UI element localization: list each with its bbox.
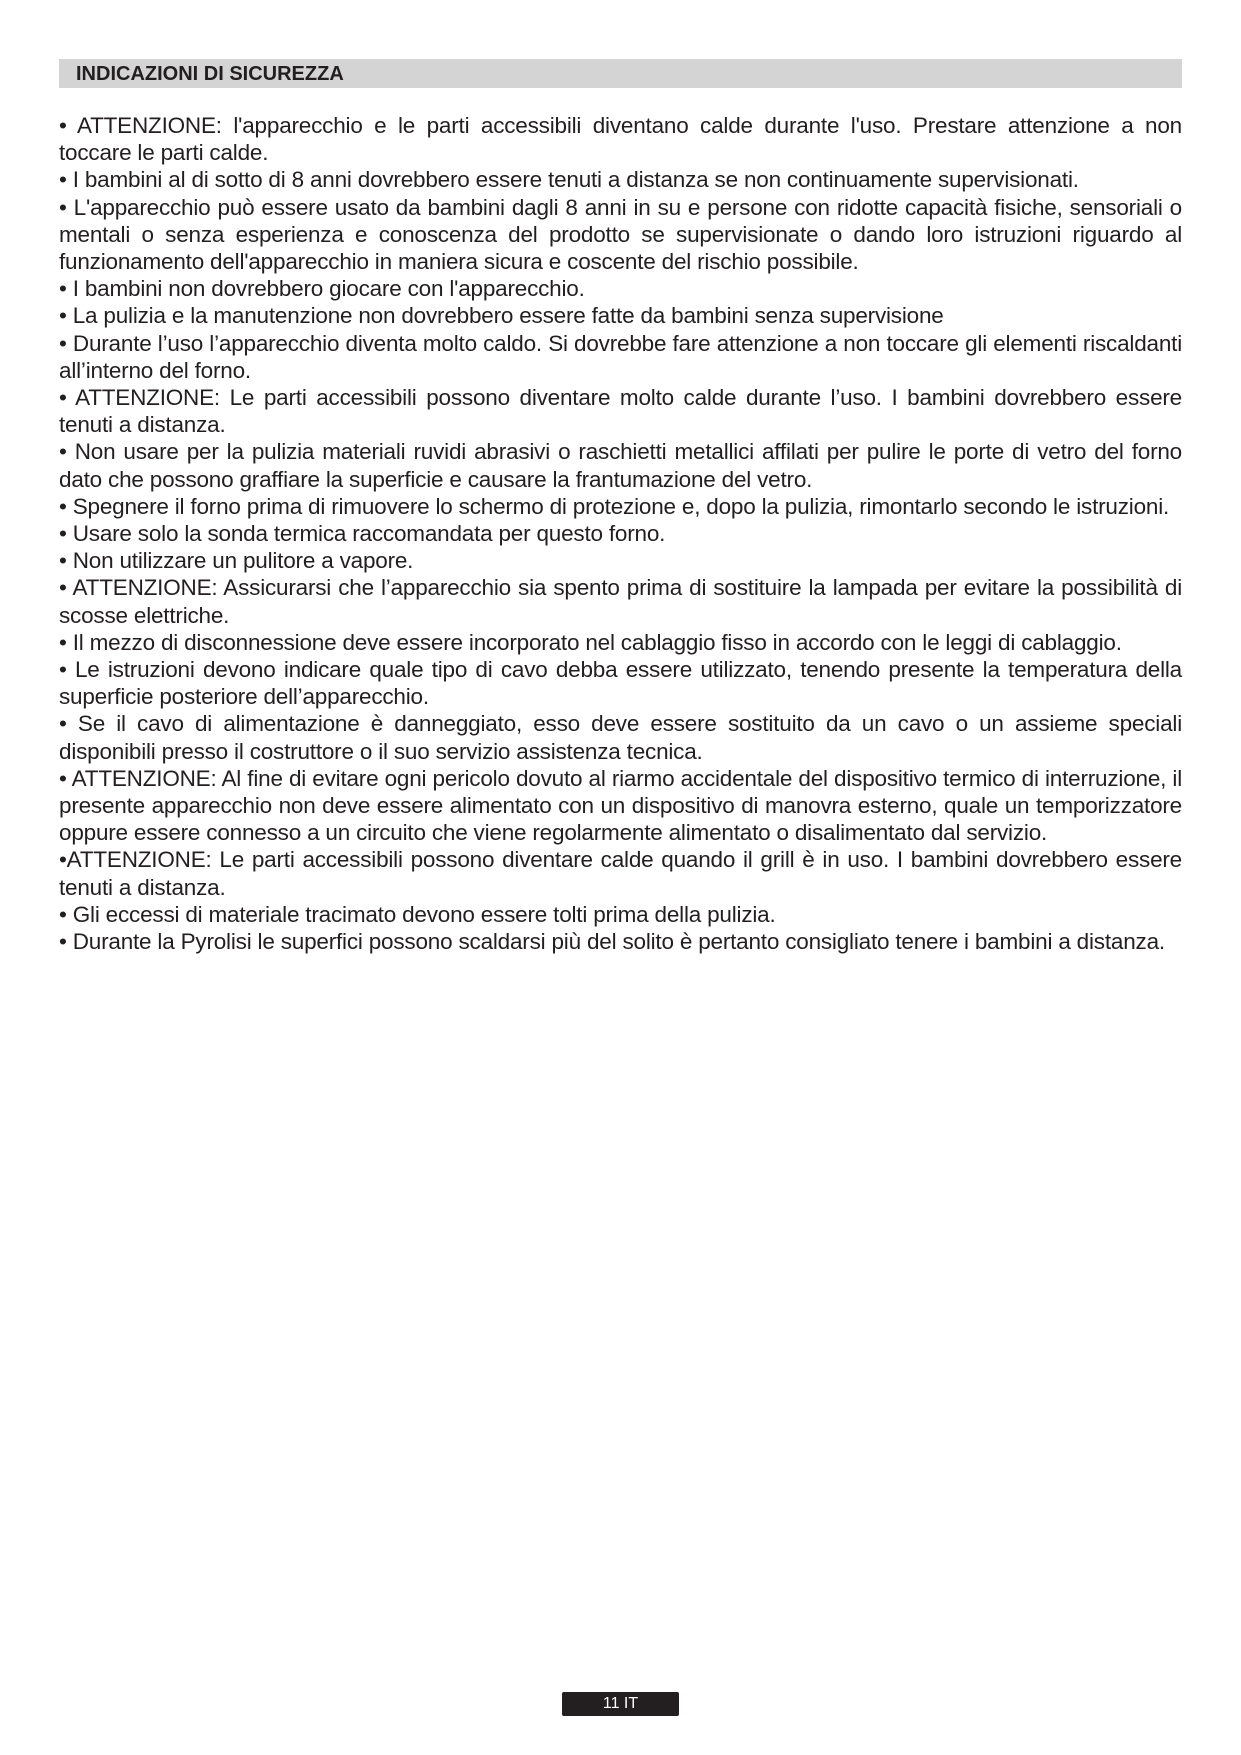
list-item: • I bambini non dovrebbero giocare con l'apparecchio.	[59, 276, 585, 302]
list-item: • Non utilizzare un pulitore a vapore.	[59, 548, 414, 574]
list-item: • Se il cavo di alimentazione è danneggiato, esso deve essere sostituito da un cavo o un assieme speciali disponibili presso il costruttore o il suo servizio assistenza tecnica.	[59, 711, 1182, 764]
list-item: • Gli eccessi di materiale tracimato devono essere tolti prima della pulizia.	[59, 901, 776, 927]
safety-instructions-list	[59, 112, 1182, 955]
page-number-badge: 11 IT	[562, 1692, 679, 1716]
list-item: •ATTENZIONE: Le parti accessibili possono diventare calde quando il grill è in uso. I bambini dovrebbero essere tenuti a distanza.	[59, 847, 1182, 900]
list-item: • Durante l’uso l’apparecchio diventa molto caldo. Si dovrebbe fare attenzione a non toccare gli elementi riscaldanti all’interno del forno.	[59, 330, 1182, 383]
list-item: • ATTENZIONE: l'apparecchio e le parti accessibili diventano calde durante l'uso. Prestare attenzione a non toccare le parti calde.	[59, 113, 1182, 166]
list-item: • ATTENZIONE: Le parti accessibili possono diventare molto calde durante l’uso. I bambini dovrebbero essere tenuti a distanza.	[59, 385, 1182, 438]
list-item: • ATTENZIONE: Al fine di evitare ogni pericolo dovuto al riarmo accidentale del dispositivo termico di interruzione, il presente apparecchio non deve essere alimentato con un dispositivo di manovra esterno, quale un temporizzatore oppure essere connesso a un circuito che viene regolarmente alimentato o disalimentato dal servizio.	[59, 765, 1182, 846]
list-item: • Usare solo la sonda termica raccomandata per questo forno.	[59, 521, 666, 547]
list-item: • Non usare per la pulizia materiali ruvidi abrasivi o raschietti metallici affilati per pulire le porte di vetro del forno dato che possono graffiare la superficie e causare la frantumazione del vetro.	[59, 439, 1182, 492]
list-item: • Durante la Pyrolisi le superfici possono scaldarsi più del solito è pertanto consigliato tenere i bambini a distanza.	[59, 929, 1165, 955]
list-item: • L'apparecchio può essere usato da bambini dagli 8 anni in su e persone con ridotte capacità fisiche, sensoriali o mentali o senza esperienza e conoscenza del prodotto se supervisionate o dando loro istruzioni riguardo al funzionamento dell'apparecchio in maniera sicura e coscente del rischio possibile.	[59, 194, 1182, 275]
list-item: • I bambini al di sotto di 8 anni dovrebbero essere tenuti a distanza se non continuamente supervisionati.	[59, 167, 1079, 193]
list-item: • Le istruzioni devono indicare quale tipo di cavo debba essere utilizzato, tenendo presente la temperatura della superficie posteriore dell’apparecchio.	[59, 657, 1182, 710]
list-item: • ATTENZIONE: Assicurarsi che l’apparecchio sia spento prima di sostituire la lampada per evitare la possibilità di scosse elettriche.	[59, 575, 1182, 628]
list-item: • Il mezzo di disconnessione deve essere incorporato nel cablaggio fisso in accordo con le leggi di cablaggio.	[59, 629, 1122, 655]
list-item: • La pulizia e la manutenzione non dovrebbero essere fatte da bambini senza supervisione	[59, 303, 944, 329]
list-item: • Spegnere il forno prima di rimuovere lo schermo di protezione e, dopo la pulizia, rimontarlo secondo le istruzioni.	[59, 493, 1170, 519]
section-title: INDICAZIONI DI SICUREZZA	[59, 59, 1182, 88]
